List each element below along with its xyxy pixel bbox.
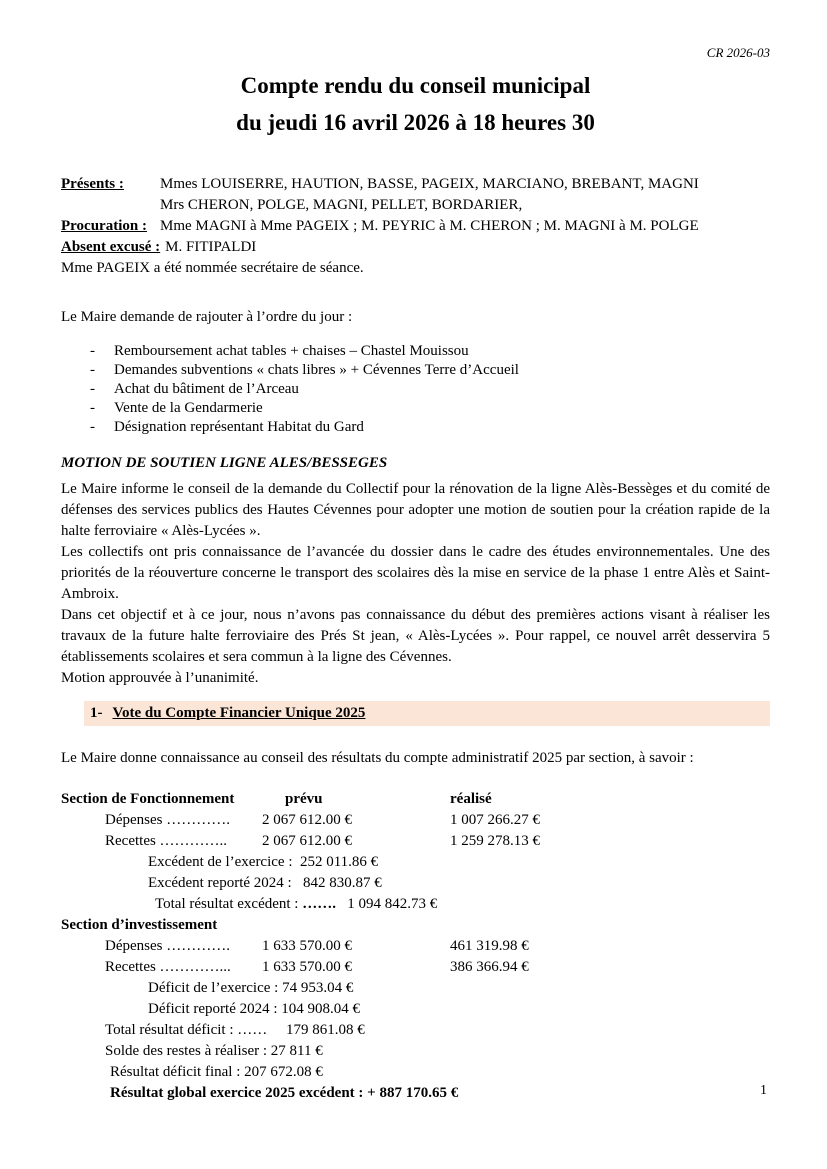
presents-label: Présents : <box>61 175 124 192</box>
agenda-item: - Demandes subventions « chats libres » + Cévennes Terre d’Accueil <box>90 361 770 380</box>
resultat-deficit-final-line: Résultat déficit final : 207 672.08 € <box>110 1063 323 1080</box>
procuration-label: Procuration : <box>61 217 147 234</box>
title-line-1: Compte rendu du conseil municipal <box>240 73 591 99</box>
total-excedent-value: 1 094 842.73 € <box>335 895 438 912</box>
secretary-note: Mme PAGEIX a été nommée secrétaire de séance. <box>61 259 364 276</box>
motion-heading: MOTION DE SOUTIEN LIGNE ALES/BESSEGES <box>61 454 388 471</box>
fonctionnement-recettes-row <box>61 831 770 852</box>
deficit-exercice-line: Déficit de l’exercice : 74 953.04 € <box>148 979 354 996</box>
section-1-intro: Le Maire donne connaissance au conseil des résultats du compte administratif 2025 par section, à savoir : <box>61 749 694 766</box>
deficit-reporte-line: Déficit reporté 2024 : 104 908.04 € <box>148 1000 361 1017</box>
depenses-prevu: 1 633 570.00 € <box>262 937 352 954</box>
attendance-section <box>61 174 770 279</box>
section-1-title: Vote du Compte Financier Unique 2025 <box>112 704 366 721</box>
motion-body <box>61 479 770 689</box>
procuration-text: Mme MAGNI à Mme PAGEIX ; M. PEYRIC à M. CHERON ; M. MAGNI à M. POLGE <box>160 217 699 234</box>
presents-row <box>61 174 770 216</box>
resultat-global-line: Résultat global exercice 2025 excédent : + 887 170.65 € <box>110 1084 459 1101</box>
investissement-title: Section d’investissement <box>61 916 218 933</box>
agenda-item: - Vente de la Gendarmerie <box>90 399 770 418</box>
solde-restes-line: Solde des restes à réaliser : 27 811 € <box>105 1042 323 1059</box>
presents-names <box>160 174 699 216</box>
recettes-prevu: 2 067 612.00 € <box>262 832 352 849</box>
motion-paragraph-3: Dans cet objectif et à ce jour, nous n’avons pas connaissance du début des premières actions visant à réaliser les travaux de la future halte ferroviaire des Prés St jean, « Alès-Lycées ». Pour rappel, ce nouvel arrêt desservira 5 établissements scolaires et sera commun à la ligne des Cévennes. <box>61 606 770 665</box>
fonctionnement-title: Section de Fonctionnement <box>61 790 235 807</box>
investissement-recettes-row <box>61 957 770 978</box>
excedent-exercice-line: Excédent de l’exercice : 252 011.86 € <box>148 853 379 870</box>
motion-approval: Motion approuvée à l’unanimité. <box>61 669 259 686</box>
agenda-list <box>90 342 770 437</box>
recettes-realise: 386 366.94 € <box>450 958 529 975</box>
page-number: 1 <box>760 1083 767 1099</box>
agenda-item: - Remboursement achat tables + chaises – Chastel Mouissou <box>90 342 770 361</box>
column-header-realise: réalisé <box>450 790 492 807</box>
total-excedent-line <box>155 894 770 915</box>
recettes-prevu: 1 633 570.00 € <box>262 958 352 975</box>
total-excedent-dots: ……. <box>302 895 336 912</box>
motion-paragraph-2: Les collectifs ont pris connaissance de l’avancée du dossier dans le cadre des études environnementales. Une des priorités de la réouverture concerne le transport des scolaires dès la mise en service de la phase 1 entre Alès et Saint-Ambroix. <box>61 543 770 602</box>
agenda-item: - Désignation représentant Habitat du Gard <box>90 418 770 437</box>
depenses-label: Dépenses …………. <box>105 811 230 828</box>
procuration-row <box>61 216 770 237</box>
depenses-label: Dépenses …………. <box>105 937 230 954</box>
agenda-item: - Achat du bâtiment de l’Arceau <box>90 380 770 399</box>
presents-names-line-1: Mmes LOUISERRE, HAUTION, BASSE, PAGEIX, MARCIANO, BREBANT, MAGNI <box>160 175 699 192</box>
motion-paragraph-1: Le Maire informe le conseil de la demande du Collectif pour la rénovation de la ligne Alès-Bessèges et du comité de défenses des services publics des Hautes Cévennes pour adopter une motion de soutien pour la création rapide de la halte ferroviaire « Alès-Lycées ». <box>61 480 770 539</box>
investissement-depenses-row <box>61 936 770 957</box>
column-header-prevu: prévu <box>285 790 323 807</box>
absent-text: M. FITIPALDI <box>165 238 257 255</box>
absent-label: Absent excusé : <box>61 238 161 255</box>
section-1-heading <box>84 701 770 726</box>
total-excedent-label: Total résultat excédent : <box>155 895 303 912</box>
recettes-label: Recettes …………... <box>105 958 231 975</box>
depenses-prevu: 2 067 612.00 € <box>262 811 352 828</box>
recettes-label: Recettes ………….. <box>105 832 228 849</box>
section-1-number: 1- <box>90 704 103 721</box>
excedent-reporte-line: Excédent reporté 2024 : 842 830.87 € <box>148 874 382 891</box>
total-deficit-line: Total résultat déficit : …… 179 861.08 € <box>105 1021 365 1038</box>
presents-names-line-2: Mrs CHERON, POLGE, MAGNI, PELLET, BORDARIER, <box>160 196 523 213</box>
depenses-realise: 461 319.98 € <box>450 937 529 954</box>
agenda-intro: Le Maire demande de rajouter à l’ordre du jour : <box>61 308 353 325</box>
document-title <box>61 68 770 142</box>
finance-results <box>61 789 770 1104</box>
document-reference: CR 2026-03 <box>706 45 770 60</box>
recettes-realise: 1 259 278.13 € <box>450 832 540 849</box>
depenses-realise: 1 007 266.27 € <box>450 811 540 828</box>
fonctionnement-header <box>61 789 770 810</box>
absent-row <box>61 237 770 258</box>
fonctionnement-depenses-row <box>61 810 770 831</box>
title-line-2: du jeudi 16 avril 2026 à 18 heures 30 <box>236 109 595 135</box>
